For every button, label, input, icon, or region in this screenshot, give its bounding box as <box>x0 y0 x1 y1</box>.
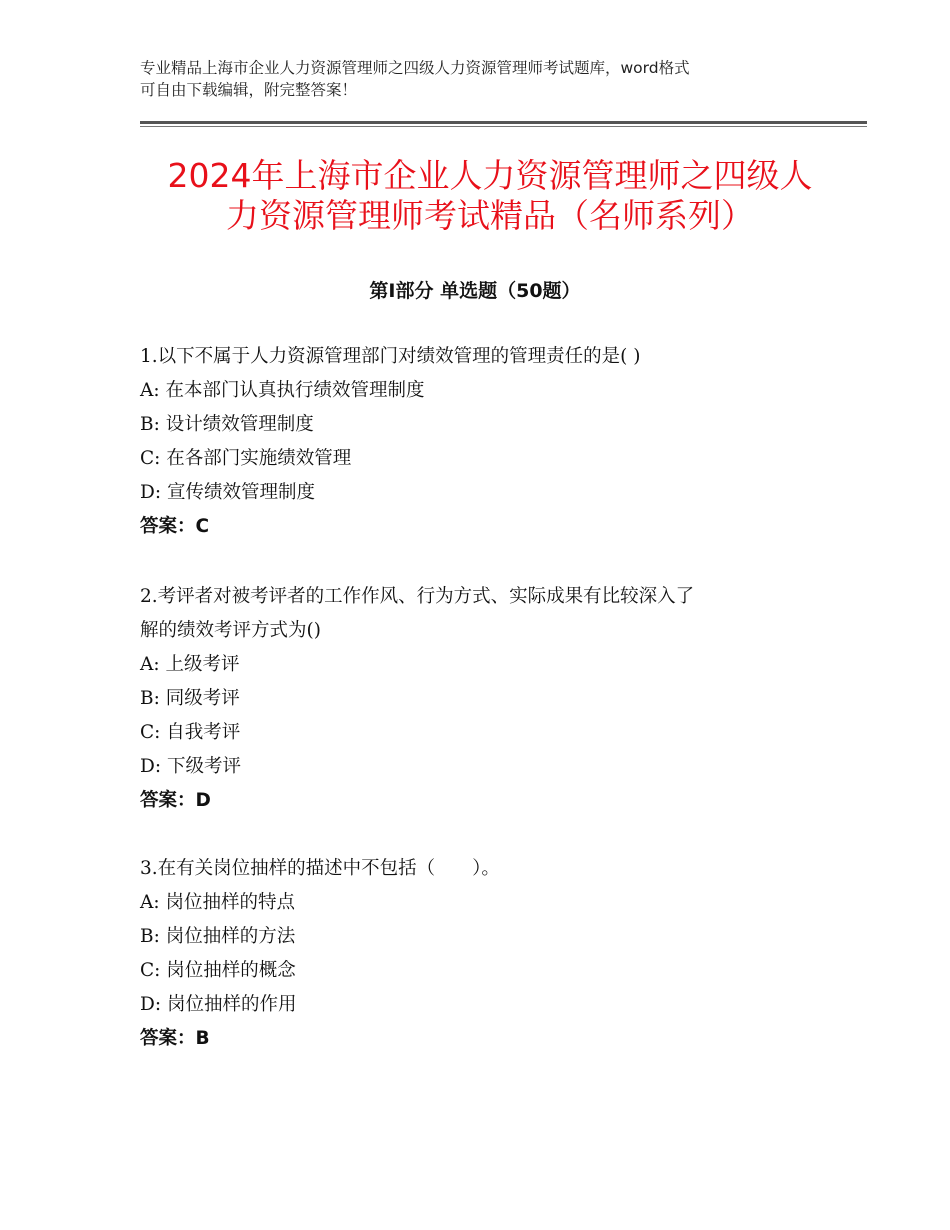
question-stem: 3.在有关岗位抽样的描述中不包括（ ）。 <box>140 858 500 879</box>
question-stem: 2.考评者对被考评者的工作作风、行为方式、实际成果有比较深入了 <box>140 586 695 607</box>
answer: 答案：D <box>140 790 211 811</box>
question-2 <box>140 580 820 818</box>
question-stem-continued: 解的绩效考评方式为() <box>140 620 321 641</box>
option-b: B: 岗位抽样的方法 <box>140 926 296 947</box>
option-b: B: 设计绩效管理制度 <box>140 414 314 435</box>
header-divider-thin <box>140 126 867 127</box>
document-title-line-1: 2024年上海市企业人力资源管理师之四级人 <box>167 156 813 195</box>
option-b: B: 同级考评 <box>140 688 240 709</box>
question-3 <box>140 852 820 1056</box>
document-title-line-2: 力资源管理师考试精品（名师系列） <box>226 196 754 235</box>
header-note-line-1: 专业精品上海市企业人力资源管理师之四级人力资源管理师考试题库，word格式 <box>140 59 690 77</box>
section-title: 第Ⅰ部分 单选题（50题） <box>369 280 581 302</box>
answer: 答案：B <box>140 1028 210 1049</box>
option-d: D: 宣传绩效管理制度 <box>140 482 315 503</box>
header-divider-thick <box>140 121 867 124</box>
document-title <box>140 156 840 236</box>
option-a: A: 在本部门认真执行绩效管理制度 <box>140 380 425 401</box>
option-c: C: 岗位抽样的概念 <box>140 960 296 981</box>
option-a: A: 岗位抽样的特点 <box>140 892 295 913</box>
header-note <box>140 57 820 101</box>
option-d: D: 下级考评 <box>140 756 241 777</box>
option-a: A: 上级考评 <box>140 654 240 675</box>
header-note-line-2: 可自由下载编辑，附完整答案！ <box>140 81 358 99</box>
option-c: C: 在各部门实施绩效管理 <box>140 448 352 469</box>
answer: 答案：C <box>140 516 210 537</box>
option-d: D: 岗位抽样的作用 <box>140 994 297 1015</box>
question-1 <box>140 340 820 544</box>
option-c: C: 自我考评 <box>140 722 241 743</box>
question-stem: 1.以下不属于人力资源管理部门对绩效管理的管理责任的是( ) <box>140 346 641 367</box>
